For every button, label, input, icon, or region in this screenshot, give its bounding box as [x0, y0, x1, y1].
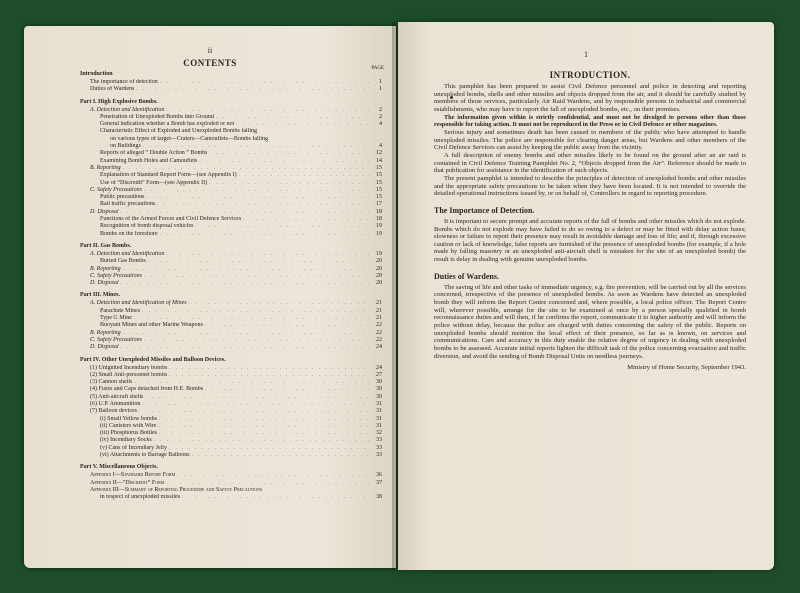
toc-entry-label: Appendix I—Standard Report Form — [90, 472, 176, 479]
toc-leader-dots — [182, 494, 370, 501]
toc-page-number: 22 — [376, 336, 382, 343]
toc-entry-label: D. Disposal — [90, 344, 119, 351]
toc-page-number: 2 — [379, 113, 382, 120]
toc-entry — [80, 379, 382, 386]
right-page — [398, 22, 774, 570]
duties-paragraph: The saving of life and other tasks of immediate urgency, e.g. fire prevention, will be carried out by all the services concerned, irrespective of the presence of unexploded bombs. As soon as Wardens have detected an unexploded bomb they will inform the Report Centre concerned and, where possible, a local police officer. The Report Centre will, wherever possible, arrange for the site to be examined at once by a person specially qualified in bomb reconnaissance duties and will then, if he confirms the report, communicate it to higher authority and will inform the police without delay, because the police are charged with duties concerning the safety of the public. Reports on unexploded bombs should mention the local effect of their presence, so far as is known, on services and communications. Care and accuracy in this duty enable the relative degree of urgency in dealing with unexploded bombs to be assessed. Accurate initial reports lighten the difficult task of the police concerning evacuation and traffic diversion, and avoid the sending of Bomb Disposal Units on needless journeys. — [434, 283, 746, 360]
toc-leader-dots — [205, 322, 370, 329]
signature: Ministry of Home Security, September 1943. — [627, 364, 746, 372]
toc-entry — [80, 437, 382, 444]
toc-entry-label: C. Safety Precautions — [90, 186, 142, 193]
toc-entry — [80, 231, 382, 238]
toc-entry-label: Rail traffic precautions — [100, 201, 156, 208]
toc-leader-dots — [121, 344, 370, 351]
toc-entry — [80, 107, 382, 114]
toc-page-number: 31 — [376, 415, 382, 422]
toc-entry — [80, 128, 382, 135]
toc-entry — [80, 394, 382, 401]
toc-entry-label: Use of “Discredit” Form—(see Appendix II) — [100, 179, 208, 186]
toc-leader-dots — [243, 216, 370, 223]
toc-entry — [80, 216, 382, 223]
toc-leader-dots — [216, 114, 370, 121]
table-of-contents — [80, 70, 382, 502]
toc-entry-label: B. Reporting — [90, 265, 121, 272]
toc-entry — [80, 121, 382, 128]
toc-page-number: 30 — [376, 379, 382, 386]
toc-leader-dots — [192, 452, 370, 459]
toc-entry-label: C. Safety Precautions — [90, 272, 142, 279]
toc-section-heading: Part V. Miscellaneous Objects. — [80, 464, 158, 471]
confidential-notice: The information given within is strictly confidential, and must not be divulged to persons other than those responsible for taking action. It must not be reproduced in the Press or in Civil Defence or other magazines. — [434, 113, 746, 129]
page-column-header: PAGE — [371, 66, 384, 71]
toc-leader-dots — [169, 365, 370, 372]
toc-page-number: 19 — [376, 250, 382, 257]
toc-entry-label: Characteristic Effect of Exploded and Unexploded Bombs falling — [100, 128, 258, 135]
toc-leader-dots — [154, 437, 370, 444]
toc-entry-label: Duties of Wardens — [90, 86, 135, 93]
toc-entry-label: Type G Mine — [100, 315, 132, 322]
toc-entry-label: on various types of target—Craters—Camouflets—Bombs falling — [110, 135, 269, 142]
toc-page-number: 12 — [376, 150, 382, 157]
importance-paragraph: It is important to secure prompt and accurate reports of the fall of bombs and other missiles which do not explode. Bombs which do not explode may have failed to do so owing to a defect or may be fitted with delay action fuzes; slowness or failure to report their presence may result in avoidable damage and loss of life; and if, through excessive caution or lack of knowledge, false reports are furnished of the presence of unexploded bombs (for example, if a hole made by falling masonry or an unexploded anti-aircraft shell is mistaken for the site of an unexploded bomb) the result is delay in dealing with genuine unexploded bombs. — [434, 217, 746, 264]
toc-entry — [80, 372, 382, 379]
toc-entry-label: Penetration of Unexploded Bombs into Ground — [100, 113, 214, 120]
toc-leader-dots — [166, 107, 370, 114]
toc-entry — [80, 266, 382, 273]
intro-paragraph-3: A full description of enemy bombs and other missiles likely to be found on the ground after an air raid is contained in Civil Defence Training Pamphlet No. 2, “Objects dropped from the Air”. Reference should be made to that publication for assistance in the identification of such objects. — [434, 151, 746, 175]
toc-entry-label: (7) Balloon devices — [90, 408, 137, 415]
toc-entry-label: Recognition of bomb disposal vehicles — [100, 223, 194, 230]
toc-leader-dots — [195, 223, 370, 230]
toc-entry — [80, 430, 382, 437]
toc-leader-dots — [209, 180, 370, 187]
toc-page-number: 15 — [376, 186, 382, 193]
introduction-body — [434, 70, 746, 371]
toc-leader-dots — [123, 165, 370, 172]
toc-entry — [80, 114, 382, 121]
toc-page-number: 14 — [376, 157, 382, 164]
left-page — [24, 26, 396, 568]
toc-entry — [80, 251, 382, 258]
importance-heading: The Importance of Detection. — [434, 205, 535, 215]
toc-entry-label: Appendix II—“Discredit” Form — [90, 479, 165, 486]
toc-page-number: 15 — [376, 179, 382, 186]
toc-leader-dots — [121, 280, 370, 287]
toc-entry — [80, 273, 382, 280]
toc-page-number: 18 — [376, 216, 382, 223]
toc-page-number: 31 — [376, 400, 382, 407]
toc-page-number: 30 — [376, 386, 382, 393]
toc-page-number: 15 — [376, 164, 382, 171]
toc-entry-label: (5) Anti-aircraft shells — [90, 393, 144, 400]
toc-entry — [80, 401, 382, 408]
toc-leader-dots — [136, 86, 370, 93]
toc-page-number: 21 — [376, 307, 382, 314]
toc-entry — [80, 344, 382, 351]
toc-entry — [80, 494, 382, 501]
toc-entry-label: D. Disposal — [90, 280, 119, 287]
toc-page-number: 30 — [376, 393, 382, 400]
toc-entry-label: A. Detection and Identification of Mines — [90, 300, 187, 307]
toc-leader-dots — [144, 337, 370, 344]
toc-leader-dots — [239, 172, 370, 179]
toc-page-number: 36 — [376, 472, 382, 479]
toc-leader-dots — [166, 480, 370, 487]
toc-page-number: 21 — [376, 300, 382, 307]
toc-page-number: 20 — [376, 272, 382, 279]
toc-entry-label: Parachute Mines — [100, 307, 141, 314]
toc-leader-dots — [148, 258, 370, 265]
toc-entry-label: Buried Gas Bombs — [100, 258, 146, 265]
toc-entry-label: (v) Cans of Incendiary Jelly — [100, 444, 167, 451]
toc-entry-label: A. Detection and Identification — [90, 250, 165, 257]
toc-page-number: 20 — [376, 280, 382, 287]
toc-section-heading: Part II. Gas Bombs. — [80, 242, 132, 249]
toc-entry — [80, 487, 382, 494]
toc-entry-label: (4) Fuzes and Caps detached from H.E. Bombs — [90, 386, 204, 393]
toc-leader-dots — [134, 379, 370, 386]
right-page-number: 1 — [584, 50, 588, 59]
toc-page-number: 27 — [376, 371, 382, 378]
toc-page-number: 33 — [376, 452, 382, 459]
toc-entry — [80, 187, 382, 194]
toc-leader-dots — [205, 386, 370, 393]
toc-entry — [80, 322, 382, 329]
toc-entry-label: (iii) Phosphorus Bottles — [100, 430, 158, 437]
toc-entry — [80, 452, 382, 459]
toc-entry — [80, 172, 382, 179]
toc-page-number: 20 — [376, 258, 382, 265]
toc-leader-dots — [166, 251, 370, 258]
toc-entry — [80, 472, 382, 479]
toc-section-heading: Part IV. Other Unexploded Missiles and Balloon Devices. — [80, 356, 226, 363]
toc-leader-dots — [121, 209, 370, 216]
toc-entry-label: Functions of the Armed Forces and Civil Defence Services — [100, 216, 242, 223]
toc-entry — [80, 223, 382, 230]
toc-entry-label: A. Detection and Identification — [90, 106, 165, 113]
toc-leader-dots — [189, 300, 370, 307]
toc-entry — [80, 445, 382, 452]
toc-leader-dots — [160, 79, 370, 86]
toc-entry — [80, 136, 382, 143]
toc-entry-label: (3) Cannon shells — [90, 379, 133, 386]
toc-leader-dots — [160, 231, 371, 238]
toc-entry-label: (vi) Attachments to Barrage Balloons — [100, 452, 190, 459]
toc-entry — [80, 209, 382, 216]
toc-entry-label: B. Reporting — [90, 329, 121, 336]
toc-page-number: 1 — [379, 86, 382, 93]
toc-entry — [80, 86, 382, 93]
toc-entry — [80, 258, 382, 265]
toc-entry-label: (iv) Incendiary Socks — [100, 437, 152, 444]
toc-leader-dots — [144, 187, 370, 194]
toc-entry-label: Reports of alleged “ Double Action ” Bombs — [100, 150, 208, 157]
toc-page-number: 24 — [376, 344, 382, 351]
toc-page-number: 24 — [376, 364, 382, 371]
toc-entry — [80, 416, 382, 423]
toc-entry-label: (ii) Canisters with Wire — [100, 422, 157, 429]
toc-leader-dots — [169, 372, 370, 379]
toc-leader-dots — [143, 143, 370, 150]
toc-leader-dots — [134, 315, 370, 322]
toc-page-number: 19 — [376, 223, 382, 230]
toc-entry-label: in respect of unexploded missiles — [100, 494, 180, 501]
toc-page-number: 33 — [376, 437, 382, 444]
toc-entry-label: (i) Small Yellow bombs — [100, 415, 158, 422]
toc-entry — [80, 408, 382, 415]
toc-entry-label: (1) Unignited Incendiary bombs — [90, 364, 168, 371]
toc-entry — [80, 79, 382, 86]
introduction-title: INTRODUCTION. — [549, 70, 631, 80]
toc-entry — [80, 280, 382, 287]
toc-entry-label: Public precautions — [100, 194, 145, 201]
toc-entry — [80, 180, 382, 187]
toc-entry — [80, 194, 382, 201]
toc-leader-dots — [157, 201, 370, 208]
toc-entry — [80, 150, 382, 157]
toc-leader-dots — [159, 416, 370, 423]
toc-page-number: 31 — [376, 408, 382, 415]
toc-entry-label: General indication whether a Bomb has exploded or not — [100, 121, 235, 128]
toc-entry-label: B. Reporting — [90, 164, 121, 171]
toc-section-heading: Introduction — [80, 71, 113, 77]
toc-page-number: 19 — [376, 230, 382, 237]
toc-entry — [80, 315, 382, 322]
toc-leader-dots — [209, 150, 370, 157]
toc-entry-label: on Buildings — [110, 143, 141, 150]
toc-entry — [80, 386, 382, 393]
toc-page-number: 18 — [376, 208, 382, 215]
toc-leader-dots — [177, 472, 370, 479]
toc-leader-dots — [142, 401, 370, 408]
toc-page-number: 38 — [376, 494, 382, 501]
toc-entry — [80, 423, 382, 430]
toc-entry-label: Examining Bomb Holes and Camouflets — [100, 157, 198, 164]
toc-leader-dots — [147, 194, 371, 201]
contents-title: CONTENTS — [183, 58, 237, 68]
toc-page-number: 4 — [379, 121, 382, 128]
toc-entry — [80, 201, 382, 208]
toc-page-number: 15 — [376, 172, 382, 179]
toc-entry-label: Bombs on the foreshore — [100, 230, 158, 237]
toc-entry — [80, 300, 382, 307]
toc-entry-label: The importance of detection — [90, 79, 158, 85]
toc-page-number: 33 — [376, 444, 382, 451]
toc-leader-dots — [144, 273, 370, 280]
toc-entry-label: (2) Small Anti-personnel bombs — [90, 371, 168, 378]
intro-paragraph-1: This pamphlet has been prepared to assist Civil Defence personnel and police in detecting and reporting unexploded bombs, shells and other missiles and objects dropped from the air, and it should be carefully studied by members of those services, particularly Air Raid Wardens, and by responsible persons in industrial and commercial establishments, who may have to report the fall of unexploded bombs, etc., on their premises. — [434, 83, 746, 113]
toc-entry — [80, 165, 382, 172]
toc-page-number: 2 — [379, 106, 382, 113]
duties-heading: Duties of Wardens. — [434, 271, 499, 281]
toc-entry-label: Explanation of Standard Report Form—(see Appendix I) — [100, 172, 237, 179]
toc-entry — [80, 480, 382, 487]
toc-page-number: 31 — [376, 422, 382, 429]
toc-entry-label: (6) U.P. Ammunition — [90, 400, 141, 407]
intro-paragraph-2: Serious injury and sometimes death has been caused to members of the public who have attempted to handle unexploded missiles. The police are responsible for clearing danger areas, but Wardens and other members of the Civil Defence Services can assist by keeping the public away from the vicinity. — [434, 128, 746, 152]
toc-entry — [80, 365, 382, 372]
toc-section-heading: Part III. Mines. — [80, 292, 120, 299]
toc-leader-dots — [142, 308, 370, 315]
toc-entry — [80, 308, 382, 315]
toc-page-number: 37 — [376, 479, 382, 486]
toc-leader-dots — [199, 158, 370, 165]
toc-page-number: 1 — [379, 79, 382, 85]
toc-entry-label: Buoyant Mines and other Marine Weapons — [100, 322, 203, 329]
toc-entry — [80, 337, 382, 344]
toc-leader-dots — [158, 423, 370, 430]
toc-entry — [80, 330, 382, 337]
toc-leader-dots — [236, 121, 370, 128]
toc-page-number: 22 — [376, 322, 382, 329]
toc-entry-label: C. Safety Precautions — [90, 336, 142, 343]
toc-entry-label: Appendix III—Summary of Reporting Procedure and Safety Precautions — [90, 486, 263, 493]
toc-page-number: 15 — [376, 194, 382, 201]
toc-leader-dots — [139, 408, 370, 415]
toc-leader-dots — [123, 330, 370, 337]
toc-entry — [80, 158, 382, 165]
toc-leader-dots — [159, 430, 370, 437]
toc-leader-dots — [145, 394, 370, 401]
toc-leader-dots — [123, 266, 370, 273]
toc-page-number: 32 — [376, 430, 382, 437]
toc-leader-dots — [169, 445, 370, 452]
toc-section-heading: Part I. High Explosive Bombs. — [80, 98, 158, 105]
toc-page-number: 21 — [376, 315, 382, 322]
left-page-number: ii — [207, 46, 213, 55]
toc-page-number: 20 — [376, 265, 382, 272]
toc-page-number: 4 — [379, 143, 382, 150]
intro-paragraph-4: The present pamphlet is intended to describe the principles of detection of unexploded bombs and other missiles and the appropriate safety precautions to be taken when they have been located. It is not intended to override the detailed operational instructions issued by, or on behalf of, Controllers in regard to reporting procedure. — [434, 174, 746, 198]
toc-entry-label: D. Disposal — [90, 208, 119, 215]
toc-page-number: 17 — [376, 201, 382, 208]
toc-entry — [80, 143, 382, 150]
toc-page-number: 22 — [376, 329, 382, 336]
